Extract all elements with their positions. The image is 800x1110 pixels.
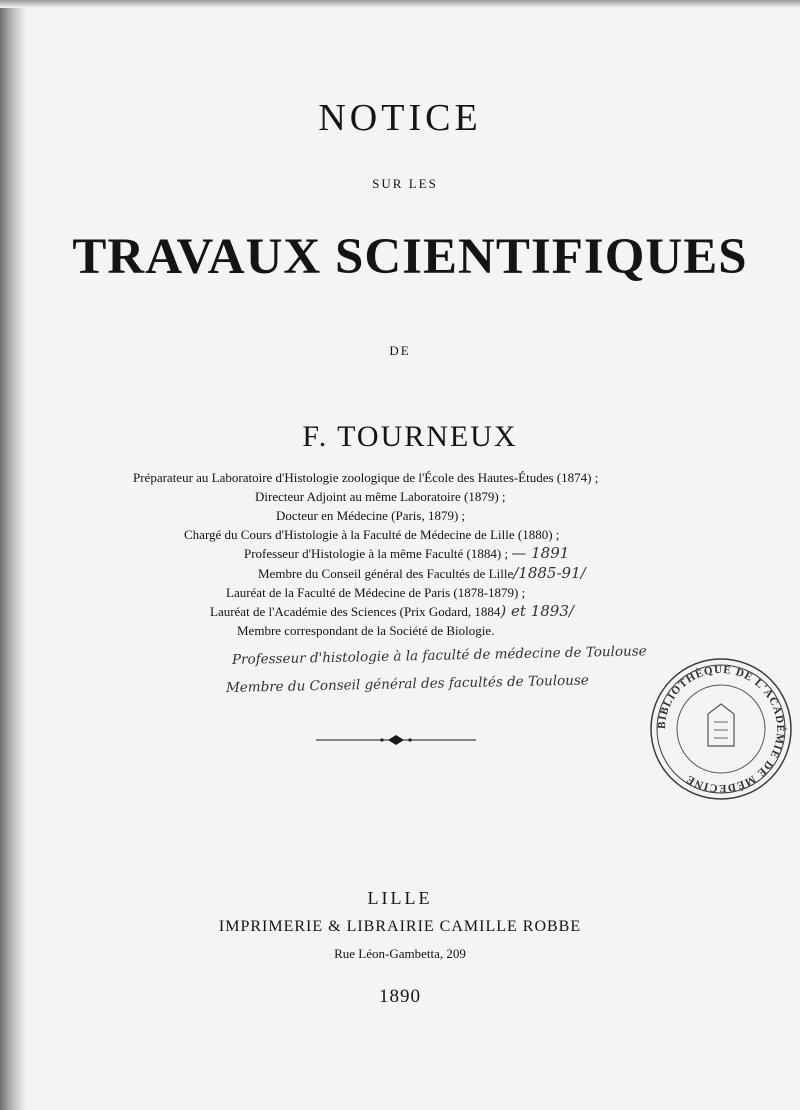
imprint-year: 1890 <box>379 986 421 1007</box>
handwritten-note-2: Membre du Conseil général des facultés de Toulouse <box>225 672 589 696</box>
title-line-6 <box>258 564 586 583</box>
title-line-8 <box>210 602 574 621</box>
title-subject: TRAVAUX SCIENTIFIQUES <box>72 229 748 285</box>
handwritten-1885-91: /1885-91/ <box>513 564 586 582</box>
handwritten-note-1: Professeur d'histologie à la faculté de médecine de Toulouse <box>231 643 647 668</box>
title-line-7: Lauréat de la Faculté de Médecine de Paris (1878-1879) ; <box>226 585 526 600</box>
title-sur-les: SUR LES <box>372 176 438 191</box>
ornament-divider <box>316 732 476 748</box>
title-line-5-text: Professeur d'Histologie à la même Faculté (1884) ; <box>244 546 512 561</box>
title-line-9: Membre correspondant de la Société de Biologie. <box>237 623 495 638</box>
page-edge-shadow <box>0 0 26 1110</box>
title-de: DE <box>389 343 411 358</box>
title-line-1: Préparateur au Laboratoire d'Histologie zoologique de l'École des Hautes-Études (1874) ; <box>133 470 599 485</box>
imprint-address: Rue Léon-Gambetta, 209 <box>334 946 466 961</box>
handwritten-1893: ) et 1893/ <box>500 602 574 620</box>
library-stamp <box>648 656 794 802</box>
title-line-5 <box>244 544 569 563</box>
imprint-printer: IMPRIMERIE & LIBRAIRIE CAMILLE ROBBE <box>218 918 582 935</box>
handwritten-1891: — 1891 <box>511 544 570 562</box>
title-line-4: Chargé du Cours d'Histologie à la Faculté de Médecine de Lille (1880) ; <box>184 527 560 542</box>
title-line-6-text: Membre du Conseil général des Facultés de Lille <box>258 566 514 581</box>
author-name: F. TOURNEUX <box>302 420 518 453</box>
title-line-3: Docteur en Médecine (Paris, 1879) ; <box>276 508 466 523</box>
stamp-text: BIBLIOTHÈQUE DE L'ACADÉMIE DE MÉDECINE <box>655 663 787 795</box>
title-line-8-text: Lauréat de l'Académie des Sciences (Prix Godard, 1884 <box>210 604 501 619</box>
page-top-shadow <box>0 0 800 8</box>
title-notice: NOTICE <box>318 97 482 139</box>
title-line-2: Directeur Adjoint au même Laboratoire (1879) ; <box>255 489 506 504</box>
imprint-city: LILLE <box>367 888 433 908</box>
